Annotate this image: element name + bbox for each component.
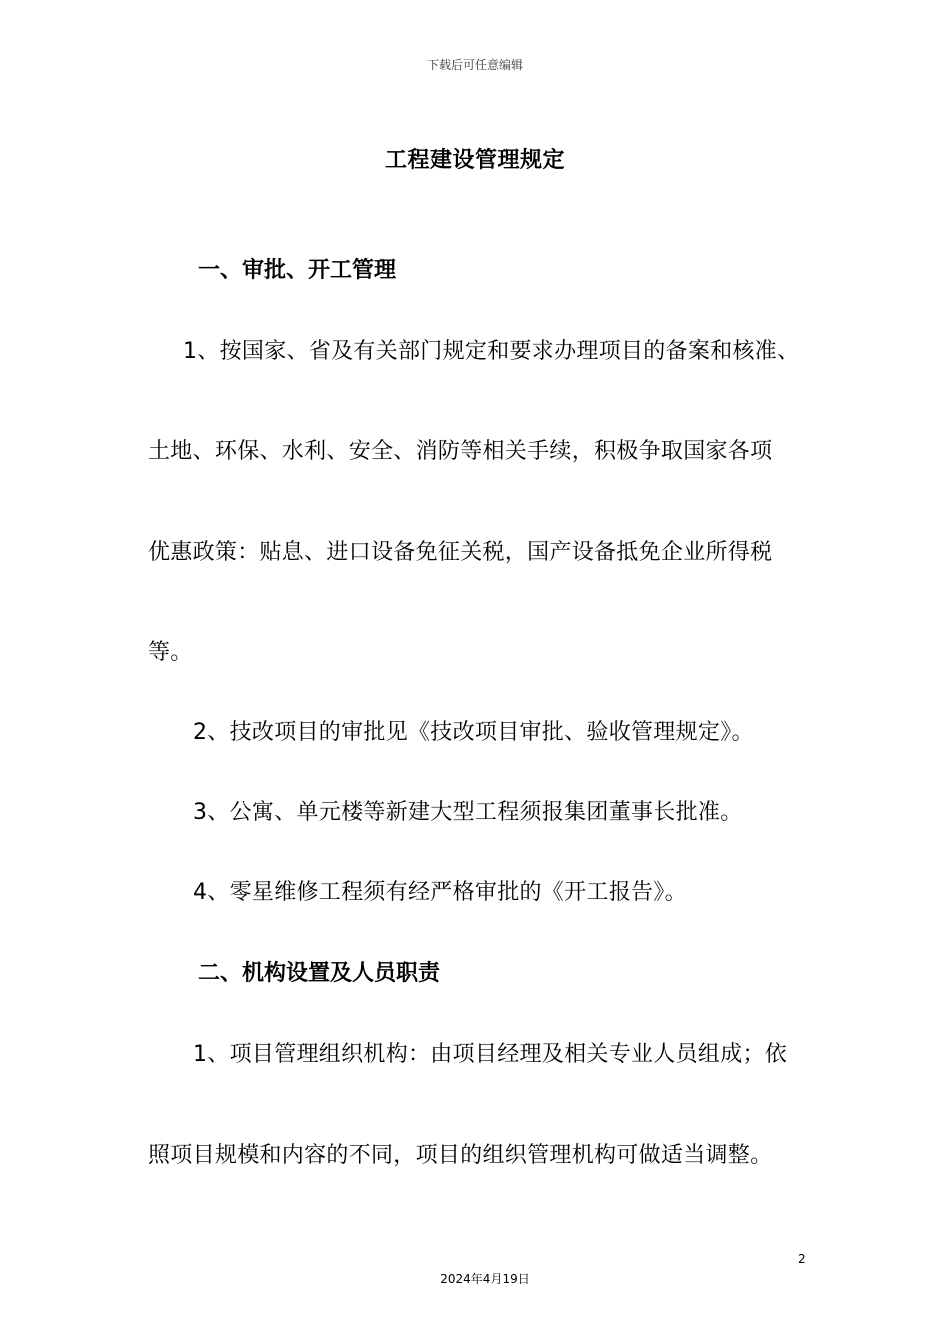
document-title: 工程建设管理规定 <box>384 148 565 173</box>
section-heading: 一、审批、开工管理 <box>198 258 397 283</box>
paragraph-line: 4、零星维修工程须有经严格审批的《开工报告》。 <box>193 880 687 905</box>
paragraph-line: 土地、环保、水利、安全、消防等相关手续，积极争取国家各项 <box>148 439 773 464</box>
section-heading: 二、机构设置及人员职责 <box>198 961 441 986</box>
paragraph-line: 照项目规模和内容的不同，项目的组织管理机构可做适当调整。 <box>148 1143 773 1168</box>
page-number: 2 <box>798 1252 806 1266</box>
paragraph-line: 1、按国家、省及有关部门规定和要求办理项目的备案和核准、 <box>183 339 800 364</box>
header-note: 下载后可任意编辑 <box>426 58 523 72</box>
paragraph-line: 优惠政策：贴息、进口设备免征关税，国产设备抵免企业所得税 <box>148 540 773 565</box>
paragraph-line: 等。 <box>148 640 193 665</box>
footer-date: 2024年4月19日 <box>440 1272 530 1286</box>
paragraph-line: 1、项目管理组织机构：由项目经理及相关专业人员组成；依 <box>193 1042 788 1067</box>
paragraph-line: 2、技改项目的审批见《技改项目审批、验收管理规定》。 <box>193 720 754 745</box>
paragraph-line: 3、公寓、单元楼等新建大型工程须报集团董事长批准。 <box>193 800 743 825</box>
